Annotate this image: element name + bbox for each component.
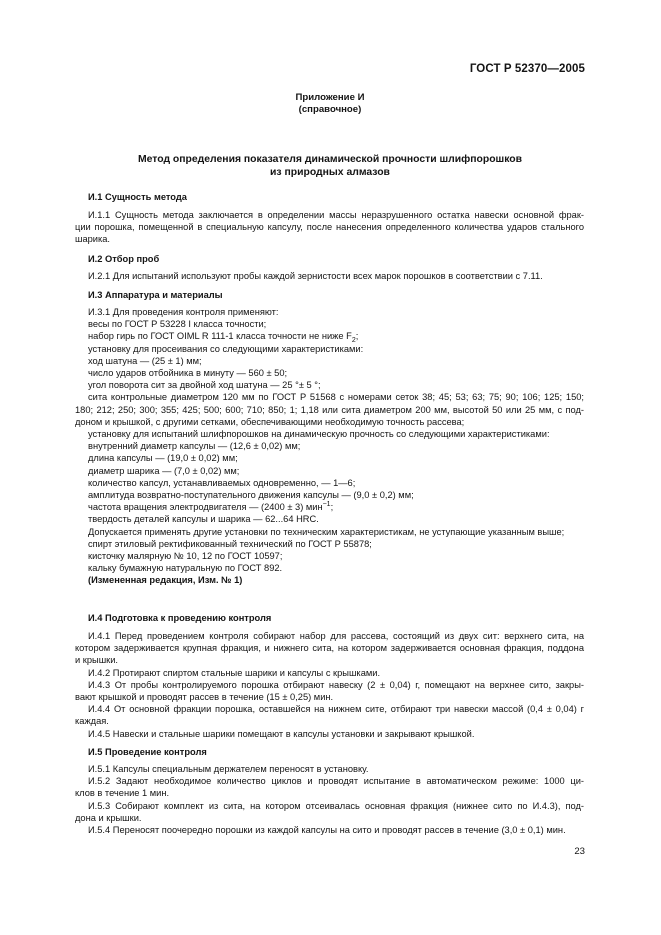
section-5 [75, 746, 584, 758]
list-item: твердость деталей капсулы и шарика — 62...64 HRC. [88, 514, 319, 525]
section-4 [75, 612, 584, 624]
subscript: 2 [351, 337, 356, 345]
section-1-heading: И.1 Сущность метода [88, 192, 187, 202]
list-item: установку для испытаний шлифпорошков на динамическую прочность со следующими характеристиками: [88, 429, 550, 440]
list-item: сита контрольные диаметром 120 мм по ГОСТ Р 51568 с номерами сеток 38; 45; 53; 63; 75; 90; 106; 125; 150; [88, 392, 584, 403]
paragraph: И.2.1 Для испытаний используют пробы каждой зернистости всех марок порошков в соответствии с 7.11. [88, 271, 543, 281]
list-item-text: ; [330, 502, 334, 513]
paragraph: дона и крышки. [75, 812, 142, 823]
paragraph: и крышки. [75, 655, 118, 666]
list-item: кальку бумажную натуральную по ГОСТ 892. [88, 563, 283, 574]
section-4-body [75, 630, 584, 740]
appendix-note: (справочное) [298, 104, 362, 115]
list-item: Допускается применять другие установки по техническим характеристикам, не уступающие указанным выше; [88, 526, 565, 537]
section-4-heading: И.4 Подготовка к проведению контроля [88, 613, 272, 623]
section-2-heading: И.2 Отбор проб [88, 254, 160, 264]
list-item [75, 501, 584, 513]
paragraph: И.5.3 Собирают комплект из сита, на котором отсеивалась основная фракция (нижнее сито по И.4.3), под- [88, 800, 584, 811]
list-item: спирт этиловый ректификованный технический по ГОСТ Р 55878; [88, 538, 372, 549]
paragraph: шарика. [75, 234, 111, 245]
paragraph: И.4.3 От пробы контролируемого порошка отбирают навеску (2 ± 0,04) г, помещают на верхнее сито, закры- [88, 679, 584, 690]
paragraph: ции порошка, помещенной в специальную капсулу, после нанесения определенного количества ударов стального [75, 222, 584, 233]
list-item: количество капсул, устанавливаемых одновременно, — 1—6; [88, 477, 356, 488]
section-3-body [75, 306, 584, 587]
list-item-text: частота вращения электродвигателя — (2400 ± 3) мин [88, 502, 323, 513]
list-item [75, 330, 584, 345]
appendix-heading [200, 92, 460, 116]
list-item: 180; 212; 250; 300; 355; 425; 500; 600; 710; 850; 1; 1,18 или сита диаметром 200 мм, высотой 50 или 25 мм, с под- [75, 404, 584, 415]
paragraph: И.4.2 Протирают спиртом стальные шарики и капсулы с крышками. [88, 667, 381, 678]
paragraph: И.5.4 Переносят поочередно порошки из каждой капсулы на сито и проводят рассев в течение (3,0 ± 0,1) мин. [88, 825, 566, 836]
list-item: внутренний диаметр капсулы — (12,6 ± 0,02) мм; [88, 441, 301, 452]
list-item-text: набор гирь по ГОСТ OIML R 111-1 класса точности не ниже F [88, 331, 352, 342]
section-3 [75, 289, 584, 301]
paragraph: котором задерживается крупная фракция, и нижнего сита, на котором задерживается основная фракция, поддона [75, 643, 584, 654]
list-item-text: ; [355, 331, 359, 342]
section-5-body [75, 763, 584, 836]
list-item: амплитуда возвратно-поступательного движения капсулы — (9,0 ± 0,2) мм; [88, 490, 414, 501]
section-2 [75, 253, 584, 265]
page-number: 23 [574, 846, 585, 857]
list-item: ход шатуна — (25 ± 1) мм; [88, 355, 202, 366]
standard-number: ГОСТ Р 52370—2005 [469, 63, 585, 75]
paragraph: И.5.1 Капсулы специальным держателем переносят в установку. [88, 764, 369, 774]
paragraph: клов в течение 1 мин. [75, 788, 170, 799]
paragraph: И.4.5 Навески и стальные шарики помещают в капсулы установки и закрывают крышкой. [88, 728, 475, 739]
amendment-note: (Измененная редакция, Изм. № 1) [88, 575, 243, 586]
list-item: кисточку малярную № 10, 12 по ГОСТ 10597; [88, 551, 283, 562]
section-1-body [75, 209, 584, 246]
section-2-body [75, 270, 584, 282]
list-item: длина капсулы — (19,0 ± 0,02) мм; [88, 453, 238, 464]
section-1 [75, 191, 584, 203]
list-item: угол поворота сит за двойной ход шатуна — 25 °± 5 °; [88, 380, 321, 391]
appendix-title: Приложение И [295, 92, 365, 103]
list-item: И.3.1 Для проведения контроля применяют: [88, 307, 279, 317]
paragraph: И.5.2 Задают необходимое количество циклов и проводят испытание в автоматическом режиме: 1000 ци- [88, 776, 584, 787]
list-item: диаметр шарика — (7,0 ± 0,02) мм; [88, 465, 240, 476]
method-title [90, 153, 570, 179]
superscript: −1 [322, 501, 331, 509]
method-title-line-2: из природных алмазов [270, 167, 390, 178]
paragraph: каждая. [75, 716, 109, 727]
list-item: весы по ГОСТ Р 53228 I класса точности; [88, 319, 267, 330]
section-5-heading: И.5 Проведение контроля [88, 747, 207, 757]
list-item: установку для просеивания со следующими характеристиками: [88, 343, 364, 354]
paragraph: И.4.4 От основной фракции порошка, оставшейся на нижнем сите, отбирают три навески массой (0,4 ± 0,04) г [88, 704, 584, 715]
paragraph: вают крышкой и проводят рассев в течение (15 ± 0,25) мин. [75, 692, 334, 703]
list-item: число ударов отбойника в минуту — 560 ± 50; [88, 368, 288, 379]
paragraph: И.1.1 Сущность метода заключается в определении массы неразрушенного остатка навески основной фрак- [88, 210, 584, 220]
section-3-heading: И.3 Аппаратура и материалы [88, 290, 223, 300]
list-item: доном и крышкой, с другими сетками, обеспечивающими необходимую точность рассева; [75, 416, 465, 427]
paragraph: И.4.1 Перед проведением контроля собирают набор для рассева, состоящий из двух сит: верхнего сита, на [88, 631, 584, 641]
method-title-line-1: Метод определения показателя динамической прочности шлифпорошков [137, 154, 522, 165]
